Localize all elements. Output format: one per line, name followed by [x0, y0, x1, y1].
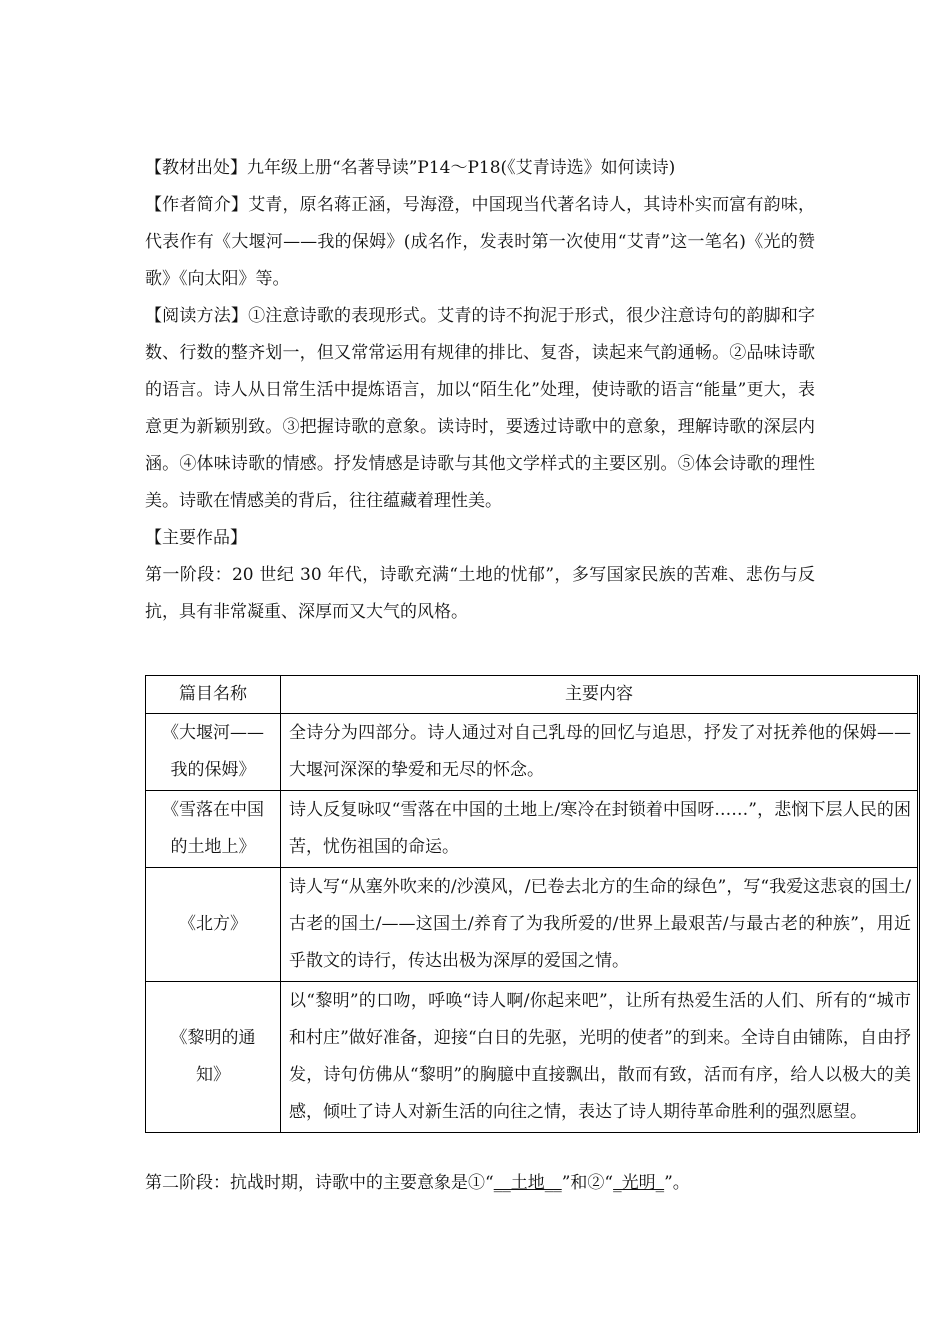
row-title-cell: [146, 982, 281, 1133]
table-row: [146, 714, 919, 791]
header-content: 主要内容: [281, 676, 919, 714]
row-title: 《黎明的通知》: [170, 1028, 256, 1085]
row-content: 诗人反复咏叹“雪落在中国的土地上/寒冷在封锁着中国呀……”，悲悯下层人民的困苦，忧伤祖国的命运。: [281, 791, 919, 868]
document-body: [145, 150, 815, 631]
source-paragraph: [145, 150, 815, 187]
stage2-prefix: 第二阶段：抗战时期，诗歌中的主要意象是①“: [145, 1173, 494, 1193]
stage2-paragraph: [145, 1165, 690, 1202]
row-title-cell: [146, 791, 281, 868]
header-title: 篇目名称: [146, 676, 281, 714]
method-paragraph: [145, 298, 815, 520]
table-header-row: [146, 676, 919, 714]
row-title: 《北方》: [179, 914, 247, 934]
stage2-answer-2: _光明_: [613, 1173, 665, 1193]
method-text: ①注意诗歌的表现形式。艾青的诗不拘泥于形式，很少注意诗句的韵脚和字数、行数的整齐划一，但又常常运用有规律的排比、复沓，读起来气韵通畅。②品味诗歌的语言。诗人从日常生活中提炼语言，加以“陌生化”处理，使诗歌的语言“能量”更大，表意更为新颖别致。③把握诗歌的意象。读诗时，要透过诗歌中的意象，理解诗歌的深层内涵。④体味诗歌的情感。抒发情感是诗歌与其他文学样式的主要区别。⑤体会诗歌的理性美。诗歌在情感美的背后，往往蕴藏着理性美。: [145, 306, 816, 511]
author-label: 【作者简介】: [145, 195, 249, 215]
row-content: 诗人写“从塞外吹来的/沙漠风，/已卷去北方的生命的绿色”，写“我爱这悲哀的国土/古老的国土/——这国土/养育了为我所爱的/世界上最艰苦/与最古老的种族”，用近乎散文的诗行，传达出极为深厚的爱国之情。: [281, 868, 919, 982]
row-content: 全诗分为四部分。诗人通过对自己乳母的回忆与追思，抒发了对抚养他的保姆——大堰河深深的挚爱和无尽的怀念。: [281, 714, 919, 791]
table-row: [146, 868, 919, 982]
method-label: 【阅读方法】: [145, 306, 249, 326]
author-text: 艾青，原名蒋正涵，号海澄，中国现当代著名诗人，其诗朴实而富有韵味，代表作有《大堰河——我的保姆》(成名作，发表时第一次使用“艾青”这一笔名)《光的赞歌》《向太阳》等。: [145, 195, 816, 289]
stage2-answer-1: __土地__: [493, 1173, 562, 1193]
stage1-paragraph: 第一阶段：20 世纪 30 年代，诗歌充满“土地的忧郁”，多写国家民族的苦难、悲伤与反抗，具有非常凝重、深厚而又大气的风格。: [145, 565, 815, 622]
row-title-cell: [146, 868, 281, 982]
row-title: 《雪落在中国的土地上》: [162, 800, 264, 857]
table-row: [146, 982, 919, 1133]
stage2-middle: ”和②“: [561, 1173, 614, 1193]
works-table: [145, 675, 920, 1133]
works-heading: 【主要作品】: [145, 528, 247, 548]
works-table-wrapper: [145, 675, 920, 1133]
source-label: 【教材出处】: [145, 158, 247, 178]
row-title: 《大堰河——我的保姆》: [162, 723, 264, 780]
author-paragraph: [145, 187, 815, 298]
stage2-suffix: ”。: [664, 1173, 690, 1193]
row-title-cell: [146, 714, 281, 791]
source-text: 九年级上册“名著导读”P14～P18(《艾青诗选》如何读诗): [247, 158, 676, 178]
table-row: [146, 791, 919, 868]
row-content: 以“黎明”的口吻，呼唤“诗人啊/你起来吧”，让所有热爱生活的人们、所有的“城市和村庄”做好准备，迎接“白日的先驱，光明的使者”的到来。全诗自由铺陈，自由抒发，诗句仿佛从“黎明”的胸臆中直接飘出，散而有致，活而有序，给人以极大的美感，倾吐了诗人对新生活的向往之情，表达了诗人期待革命胜利的强烈愿望。: [281, 982, 919, 1133]
